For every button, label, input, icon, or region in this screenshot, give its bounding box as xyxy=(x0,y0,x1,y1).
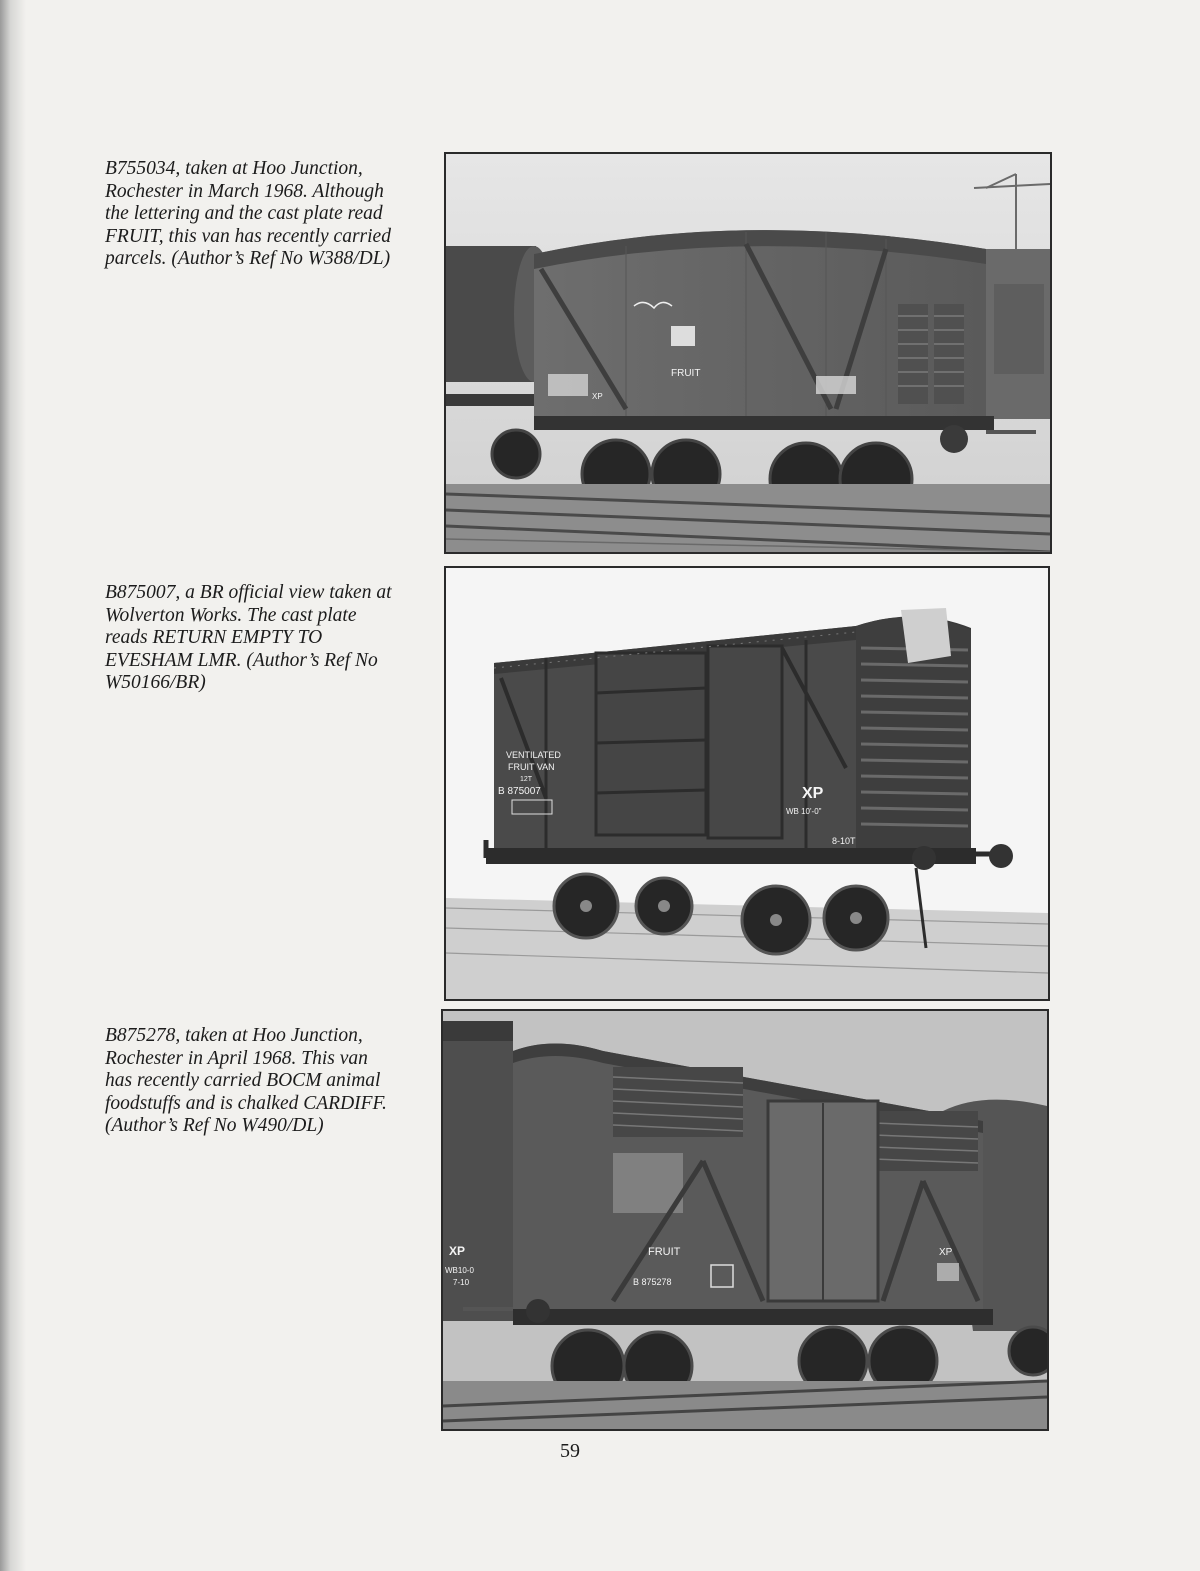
van-side-lettering: FRUIT xyxy=(648,1246,681,1258)
van-lettering-fruit-van: FRUIT VAN xyxy=(508,762,555,772)
caption-line: Rochester in March 1968. Although xyxy=(105,180,384,202)
left-van-tare-lettering: 7-10 xyxy=(453,1278,470,1287)
van-class-lettering: XP xyxy=(939,1247,953,1258)
van-lettering-ventilated: VENTILATED xyxy=(506,750,561,760)
caption-line: parcels. (Author’s Ref No W388/DL) xyxy=(105,248,391,269)
caption-line: has recently carried BOCM animal xyxy=(105,1070,381,1091)
left-van-class-lettering: XP xyxy=(449,1244,466,1258)
van-class-lettering: XP xyxy=(592,392,603,401)
caption-line: B875007, a BR official view taken at xyxy=(105,582,392,603)
caption-b875007 xyxy=(105,582,425,695)
van-number-lettering: B 875007 xyxy=(498,786,541,797)
van-side-lettering: FRUIT xyxy=(671,368,701,379)
van-wheelbase-lettering: WB 10'-0" xyxy=(786,807,822,816)
page-edge-shadow xyxy=(0,0,26,1571)
van-class-lettering: XP xyxy=(802,785,824,802)
van-lettering-tonnage: 12T xyxy=(520,776,533,783)
caption-line: Rochester in April 1968. This van xyxy=(105,1047,368,1069)
caption-line: Wolverton Works. The cast plate xyxy=(105,604,357,626)
photo-b755034-van xyxy=(444,152,1052,554)
caption-line: FRUIT, this van has recently carried xyxy=(105,225,391,247)
caption-line: foodstuffs and is chalked CARDIFF. xyxy=(105,1092,387,1114)
photo-b875007-van xyxy=(444,566,1050,1001)
photo-b875278-van xyxy=(441,1009,1049,1431)
caption-line: the lettering and the cast plate read xyxy=(105,203,383,224)
caption-line: reads RETURN EMPTY TO xyxy=(105,627,323,648)
caption-line: (Author’s Ref No W490/DL) xyxy=(105,1115,324,1136)
van-number-lettering: B 875278 xyxy=(633,1277,672,1287)
caption-line: W50166/BR) xyxy=(105,672,206,693)
caption-line: B755034, taken at Hoo Junction, xyxy=(105,158,363,179)
caption-b755034 xyxy=(105,158,425,271)
van-tare-lettering: 8-10T xyxy=(832,836,856,846)
caption-b875278 xyxy=(105,1025,425,1138)
left-van-wb-lettering: WB10-0 xyxy=(445,1266,474,1275)
caption-line: EVESHAM LMR. (Author’s Ref No xyxy=(105,649,378,671)
caption-line: B875278, taken at Hoo Junction, xyxy=(105,1025,363,1046)
page-number: 59 xyxy=(560,1440,580,1462)
